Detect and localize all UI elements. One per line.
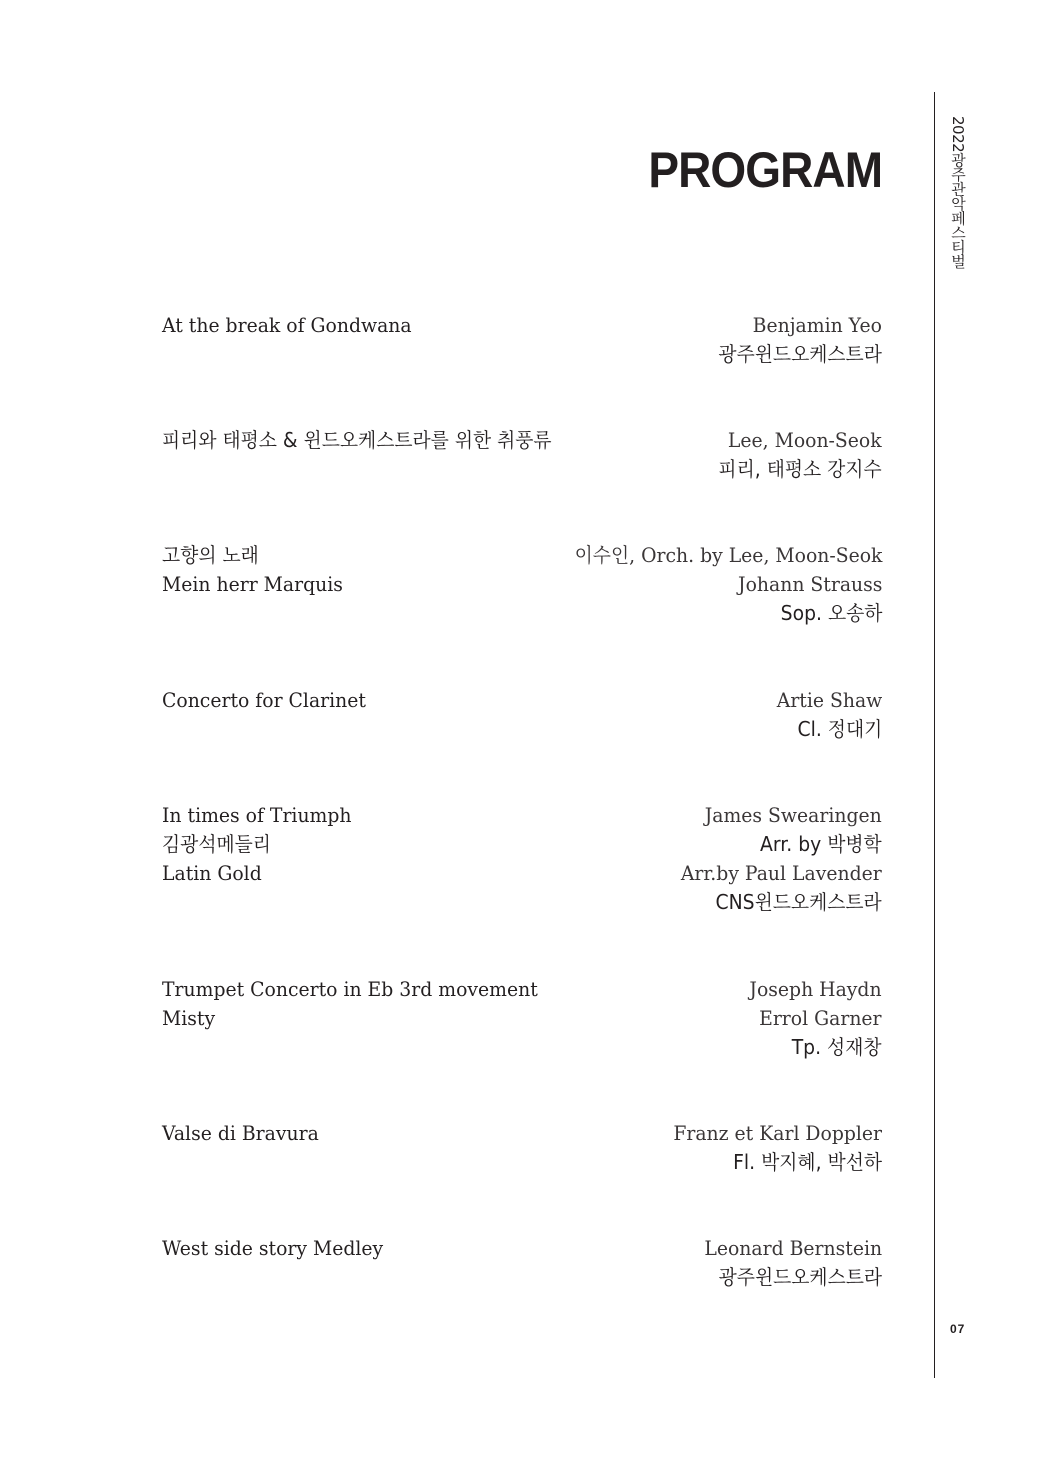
entry-credits — [660, 1119, 882, 1177]
page-title: PROGRAM — [648, 142, 882, 198]
work-title: Concerto for Clarinet — [162, 688, 366, 712]
entry-works — [162, 1234, 397, 1263]
composer: James Swearingen — [704, 803, 882, 827]
entry-credits — [770, 686, 882, 744]
arranger: Arr.by Paul Lavender — [681, 861, 882, 885]
composer: Johann Strauss — [737, 572, 882, 596]
vertical-divider — [934, 92, 935, 1378]
entry-works — [162, 541, 354, 599]
performer: 광주윈드오케스트라 — [718, 342, 882, 366]
work-title: 피리와 태평소 & 윈드오케스트라를 위한 취풍류 — [162, 428, 552, 452]
entry-credits — [708, 426, 882, 484]
entry-credits — [693, 1234, 882, 1292]
work-title: Valse di Bravura — [162, 1121, 319, 1145]
performer: 광주윈드오케스트라 — [718, 1265, 882, 1289]
composer: Franz et Karl Doppler — [673, 1121, 882, 1145]
entry-credits — [708, 311, 882, 369]
entry-credits — [555, 541, 882, 628]
composer: Benjamin Yeo — [752, 313, 882, 337]
arranger: Arr. by 박병학 — [760, 832, 882, 856]
performer: CNS윈드오케스트라 — [715, 890, 882, 914]
entry-credits — [741, 975, 882, 1062]
work-title: West side story Medley — [162, 1236, 384, 1260]
composer: Joseph Haydn — [749, 977, 882, 1001]
performer: 피리, 태평소 강지수 — [718, 457, 882, 481]
performer: Tp. 성재창 — [792, 1035, 882, 1059]
entry-works — [162, 801, 364, 888]
work-title: In times of Triumph — [162, 803, 352, 827]
performer: Fl. 박지혜, 박선하 — [733, 1150, 882, 1174]
entry-works — [162, 975, 562, 1033]
page-number: 07 — [950, 1322, 966, 1336]
composer: Artie Shaw — [776, 688, 882, 712]
composer: Leonard Bernstein — [704, 1236, 882, 1260]
work-title: 김광석메들리 — [162, 832, 271, 856]
entry-works — [162, 1119, 329, 1148]
work-title: Misty — [162, 1006, 216, 1030]
composer: Lee, Moon-Seok — [728, 428, 882, 452]
entry-works — [162, 426, 576, 455]
entry-works — [162, 311, 428, 340]
composer: 이수인, Orch. by Lee, Moon-Seok — [574, 543, 882, 567]
work-title: Latin Gold — [162, 861, 262, 885]
performer: Sop. 오송하 — [780, 601, 882, 625]
work-title: Trumpet Concerto in Eb 3rd movement — [162, 977, 538, 1001]
festival-name: 2022광주관악페스티벌 — [949, 116, 967, 269]
performer: Cl. 정대기 — [797, 717, 882, 741]
composer: Errol Garner — [759, 1006, 882, 1030]
work-title: Mein herr Marquis — [162, 572, 343, 596]
entry-works — [162, 686, 379, 715]
work-title: At the break of Gondwana — [162, 313, 412, 337]
work-title: 고향의 노래 — [162, 543, 259, 567]
entry-credits — [668, 801, 882, 917]
